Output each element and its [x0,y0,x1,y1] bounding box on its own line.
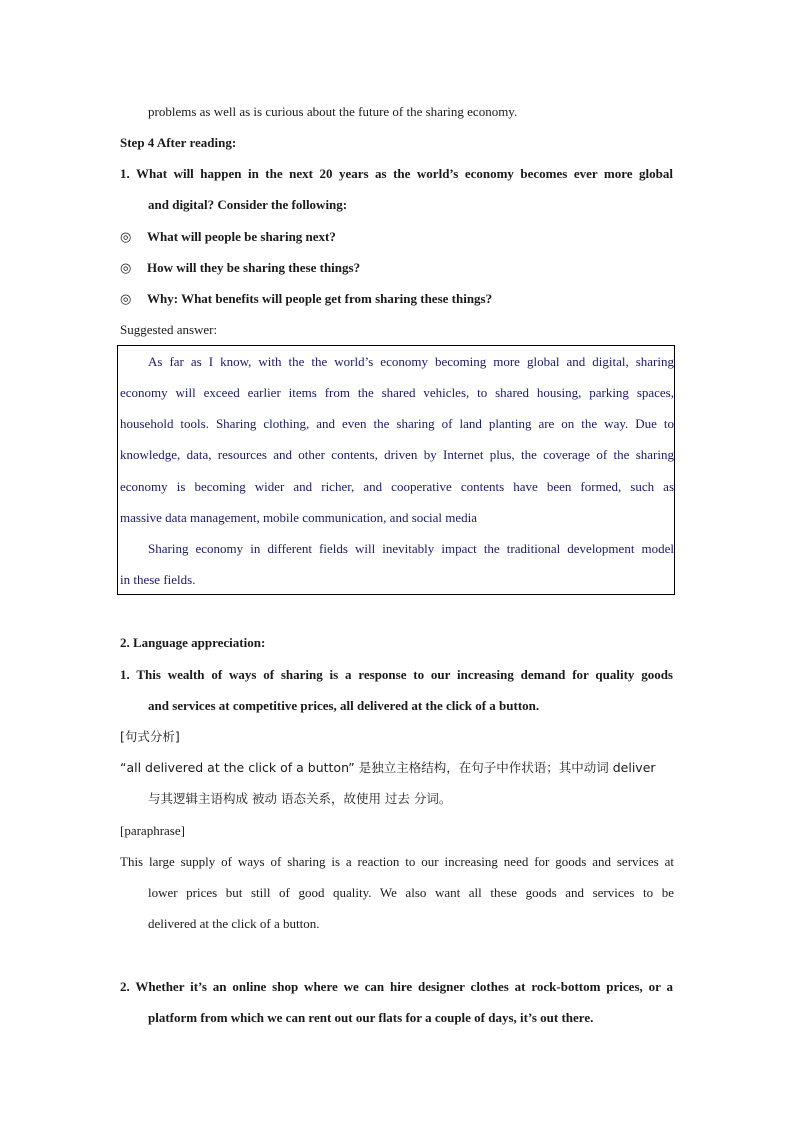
bullet-symbol: ◎ [120,291,132,306]
bullet-text: What will people be sharing next? [147,229,336,244]
step4-heading: Step 4 After reading: [120,135,237,150]
paraphrase-line: lower prices but still of good quality. We also want all these goods and services to be [148,885,674,900]
language-appreciation-heading: 2. Language appreciation: [120,635,266,650]
bullet-symbol: ◎ [120,229,132,244]
analysis-label: [句式分析] [120,729,180,744]
bullet-text: Why: What benefits will people get from sharing these things? [147,291,493,306]
question-1-line-2: and digital? Consider the following: [148,197,348,212]
answer-line: massive data management, mobile communication, and social media [120,510,478,525]
analysis-line-1: “all delivered at the click of a button” 是独立主格结构，在句子中作状语；其中动词 deliver [120,760,656,775]
previous-paragraph-line: problems as well as is curious about the future of the sharing economy. [148,104,518,119]
suggested-answer-label: Suggested answer: [120,322,218,337]
bullet-text: How will they be sharing these things? [147,260,361,275]
item-1-line-2: and services at competitive prices, all delivered at the click of a button. [148,698,540,713]
item-1-line-1: 1. This wealth of ways of sharing is a response to our increasing demand for quality goods [120,667,673,682]
bullet-symbol: ◎ [120,260,132,275]
paraphrase-line: This large supply of ways of sharing is a reaction to our increasing need for goods and services at [120,854,674,869]
bullet-item [120,290,492,308]
answer-line: household tools. Sharing clothing, and even the sharing of land planting are on the way. Due to [120,416,674,431]
analysis-line-2: 与其逻辑主语构成 被动 语态关系，故使用 过去 分词。 [148,791,452,806]
answer-line: As far as I know, with the the world’s economy becoming more global and digital, sharing [148,354,674,369]
item-2-line-2: platform from which we can rent out our flats for a couple of days, it’s out there. [148,1010,594,1025]
answer-line: in these fields. [120,572,196,587]
question-1-line-1: 1. What will happen in the next 20 years as the world’s economy becomes ever more global [120,166,673,181]
answer-line: Sharing economy in different fields will inevitably impact the traditional development model [148,541,674,556]
paraphrase-line: delivered at the click of a button. [148,916,320,931]
bullet-item [120,259,360,277]
item-2-line-1: 2. Whether it’s an online shop where we can hire designer clothes at rock-bottom prices, or a [120,979,673,994]
answer-line: economy will exceed earlier items from the shared vehicles, to shared housing, parking spaces, [120,385,674,400]
answer-line: economy is becoming wider and richer, and cooperative contents have been formed, such as [120,479,674,494]
answer-line: knowledge, data, resources and other contents, driven by Internet plus, the coverage of the sharing [120,447,674,462]
bullet-item [120,228,336,246]
paraphrase-label: [paraphrase] [120,823,185,838]
